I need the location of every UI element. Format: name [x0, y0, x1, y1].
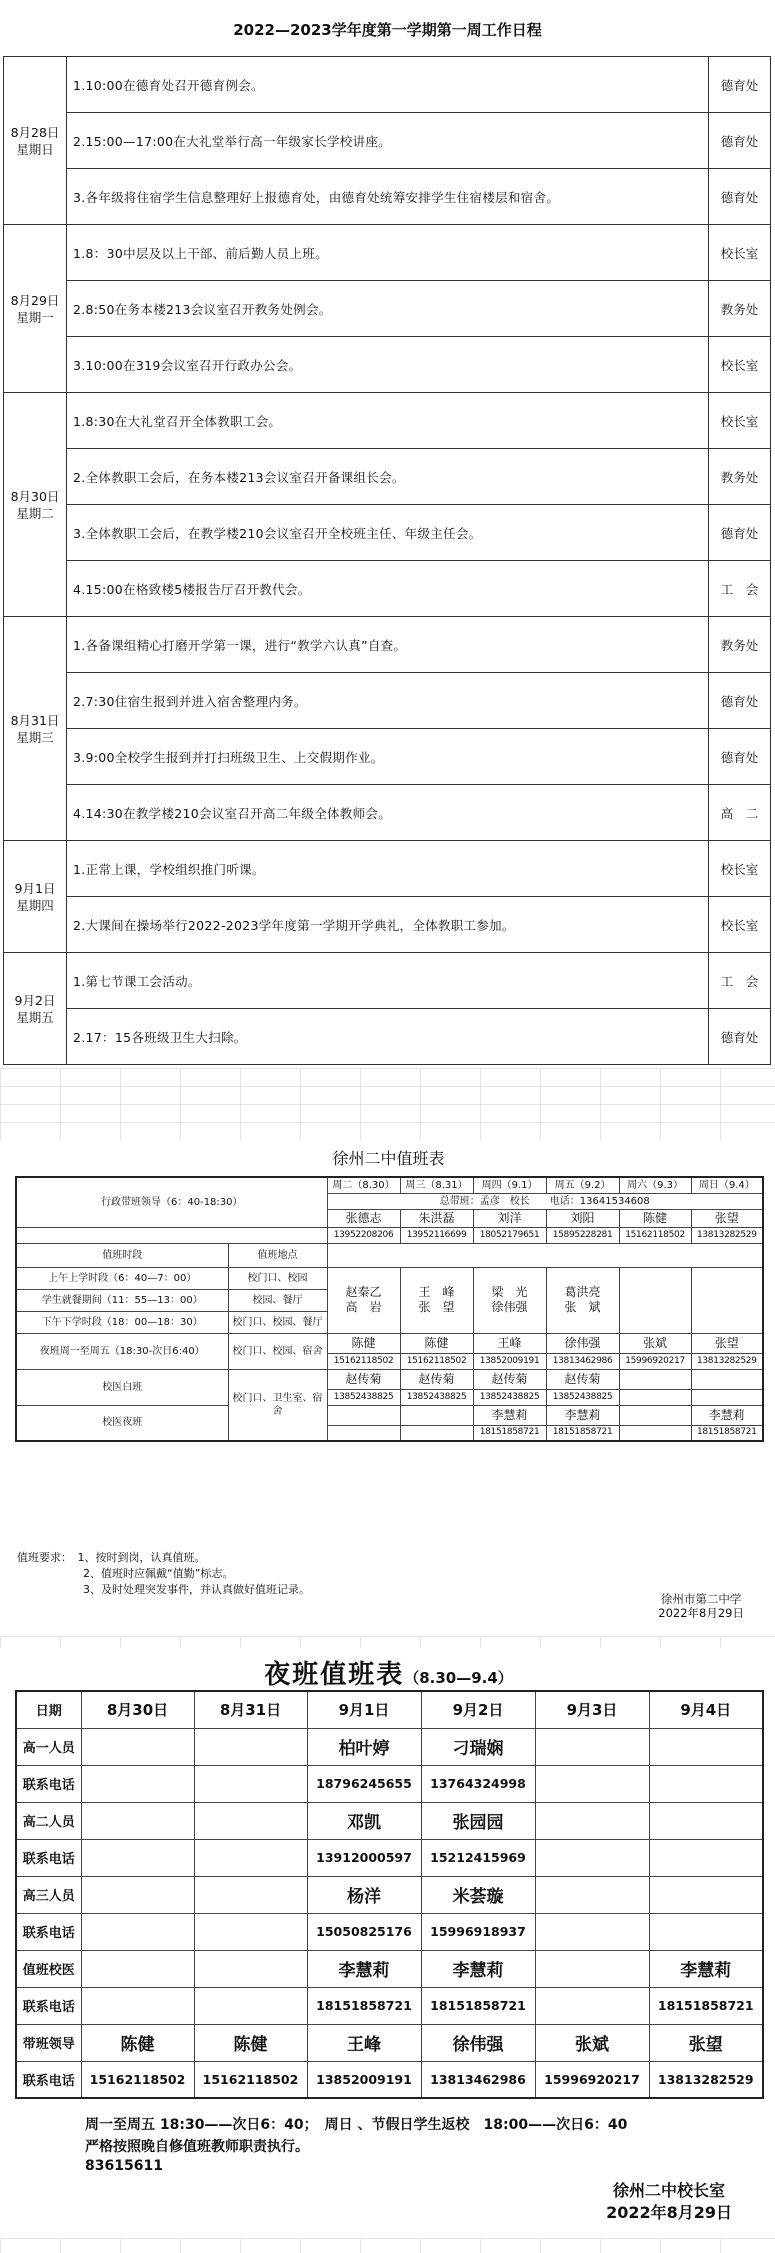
night-name: 王峰 [473, 1333, 546, 1353]
leader-phone: 13952208206 [327, 1227, 400, 1243]
night-phone: 15996920217 [619, 1353, 691, 1369]
night-row [16, 1728, 763, 1765]
night-hours-note: 周一至周五 18:30——次日6：40； 周日 、节假日学生返校 18:00——次日6：40 [85, 2117, 628, 2133]
duty-day-header: 周日（9.4） [691, 1177, 763, 1193]
night-phone: 13852009191 [307, 2061, 421, 2098]
night-row-label: 值班校医 [16, 1950, 81, 1987]
schedule-dept: 工 会 [709, 953, 771, 1009]
schedule-item: 2.全体教职工会后，在务本楼213会议室召开备课组长会。 [67, 449, 709, 505]
schedule-item: 1.正常上课，学校组织推门听课。 [67, 841, 709, 897]
clinic-night-name [327, 1405, 400, 1425]
schedule-row [4, 841, 771, 897]
night-title-block [15, 1654, 762, 1691]
night-name: 米荟璇 [421, 1876, 535, 1913]
night-name: 陈健 [400, 1333, 473, 1353]
night-name: 王峰 [307, 2024, 421, 2061]
schedule-row [4, 337, 771, 393]
night-phone: 13813282529 [649, 2061, 763, 2098]
night-name [194, 1876, 307, 1913]
night-row-label: 高二人员 [16, 1802, 81, 1839]
schedule-row [4, 113, 771, 169]
night-name [194, 1802, 307, 1839]
night-phone: 15162118502 [194, 2061, 307, 2098]
period-names [619, 1267, 691, 1333]
night-phone [194, 1839, 307, 1876]
schedule-dept: 教务处 [709, 617, 771, 673]
schedule-row [4, 729, 771, 785]
clinic-night-phone: 18151858721 [691, 1425, 763, 1441]
night-name [194, 1728, 307, 1765]
period-time: 学生就餐期间（11：55—13：00） [16, 1289, 228, 1311]
schedule-weekday: 星期二 [16, 505, 54, 521]
schedule-date: 8月28日 [10, 124, 60, 140]
schedule-dept: 德育处 [709, 113, 771, 169]
night-table [15, 1690, 764, 2099]
clinic-day-phone: 13852438825 [327, 1389, 400, 1405]
date-header: 日期 [16, 1691, 81, 1728]
night-name [535, 1802, 649, 1839]
night-phone [535, 1765, 649, 1802]
night-phone: 13813462986 [546, 1353, 619, 1369]
night-row [16, 1839, 763, 1876]
schedule-dept: 德育处 [709, 1009, 771, 1065]
leader-name: 刘洋 [473, 1209, 546, 1227]
night-name [535, 1728, 649, 1765]
duty-row [16, 1369, 763, 1389]
schedule-dept: 德育处 [709, 729, 771, 785]
clinic-night-name [400, 1405, 473, 1425]
duty-day-header: 周六（9.3） [619, 1177, 691, 1193]
period-names: 赵秦乙 高 岩 [327, 1267, 400, 1333]
schedule-item: 4.14:30在教学楼210会议室召开高二年级全体教师会。 [67, 785, 709, 841]
schedule-item: 2.大课间在操场举行2022-2023学年度第一学期开学典礼，全体教职工参加。 [67, 897, 709, 953]
night-phone: 18151858721 [307, 1987, 421, 2024]
night-header-row [16, 1691, 763, 1728]
night-phone [81, 1839, 194, 1876]
night-name: 张望 [649, 2024, 763, 2061]
night-row [16, 1802, 763, 1839]
night-date-header: 9月2日 [421, 1691, 535, 1728]
night-phone: 18151858721 [421, 1987, 535, 2024]
period-time: 下午下学时段（18：00—18：30） [16, 1311, 228, 1333]
duty-day-header: 周三（8.31） [400, 1177, 473, 1193]
night-phone [649, 1913, 763, 1950]
chief-leader: 总带班：孟彦 校长 电话：13641534608 [327, 1193, 763, 1209]
clinic-day-name [691, 1369, 763, 1389]
schedule-row [4, 393, 771, 449]
night-row-label: 高三人员 [16, 1876, 81, 1913]
schedule-row [4, 561, 771, 617]
night-row [16, 1987, 763, 2024]
spreadsheet-grid [0, 1636, 775, 1648]
night-name: 李慧莉 [421, 1950, 535, 1987]
schedule-day [4, 617, 67, 841]
duty-date: 2022年8月29日 [658, 1606, 744, 1620]
night-name: 张斌 [619, 1333, 691, 1353]
schedule-item: 4.15:00在格致楼5楼报告厅召开教代会。 [67, 561, 709, 617]
schedule-dept: 校长室 [709, 897, 771, 953]
schedule-dept: 教务处 [709, 449, 771, 505]
night-name: 陈健 [194, 2024, 307, 2061]
leader-name: 刘阳 [546, 1209, 619, 1227]
schedule-row [4, 617, 771, 673]
night-phone: 15996918937 [421, 1913, 535, 1950]
night-phone: 13813282529 [691, 1353, 763, 1369]
night-name: 李慧莉 [307, 1950, 421, 1987]
schedule-dept: 德育处 [709, 169, 771, 225]
schedule-row [4, 785, 771, 841]
schedule-date: 8月29日 [10, 292, 60, 308]
leader-name: 张望 [691, 1209, 763, 1227]
clinic-night-name: 李慧莉 [691, 1405, 763, 1425]
night-date-header: 9月3日 [535, 1691, 649, 1728]
period-time: 上午上学时段（6：40—7：00） [16, 1267, 228, 1289]
night-row [16, 1913, 763, 1950]
schedule-day [4, 225, 67, 393]
period-place: 校门口、校园 [228, 1267, 327, 1289]
leader-phone: 18052179651 [473, 1227, 546, 1243]
night-date-header: 8月31日 [194, 1691, 307, 1728]
night-name [535, 1876, 649, 1913]
schedule-weekday: 星期日 [16, 141, 54, 157]
duty-title: 徐州二中值班表 [332, 1149, 445, 1168]
schedule-row [4, 505, 771, 561]
night-name [81, 1876, 194, 1913]
schedule-day [4, 393, 67, 617]
period-names [691, 1267, 763, 1333]
clinic-night-phone [400, 1425, 473, 1441]
night-row [16, 1765, 763, 1802]
night-name [81, 1950, 194, 1987]
schedule-item: 1.第七节课工会活动。 [67, 953, 709, 1009]
duty-org: 徐州市第二中学 [660, 1592, 742, 1606]
duty-signature [658, 1592, 744, 1620]
clinic-day-phone [691, 1389, 763, 1405]
blank-cell [327, 1243, 763, 1267]
night-phone: 15996920217 [535, 2061, 649, 2098]
night-phone [535, 1987, 649, 2024]
clinic-night-phone: 18151858721 [546, 1425, 619, 1441]
night-phone: 18796245655 [307, 1765, 421, 1802]
clinic-day-name: 赵传菊 [327, 1369, 400, 1389]
duty-row [16, 1333, 763, 1353]
period-place: 校门口、校园、餐厅 [228, 1311, 327, 1333]
night-contact-phone: 83615611 [85, 2158, 163, 2174]
time-header: 值班时段 [16, 1243, 228, 1267]
schedule-weekday: 星期四 [16, 897, 54, 913]
night-phone [81, 1913, 194, 1950]
night-phone [535, 1839, 649, 1876]
night-name: 张斌 [535, 2024, 649, 2061]
night-name [194, 1950, 307, 1987]
duty-row [16, 1243, 763, 1267]
duty-row [16, 1267, 763, 1289]
clinic-place: 校门口、卫生室、宿舍 [228, 1369, 327, 1441]
schedule-row [4, 673, 771, 729]
schedule-item: 2.15:00—17:00在大礼堂举行高一年级家长学校讲座。 [67, 113, 709, 169]
clinic-day-phone [619, 1389, 691, 1405]
spreadsheet-grid [0, 2238, 775, 2253]
night-name: 陈健 [327, 1333, 400, 1353]
night-name: 徐伟强 [546, 1333, 619, 1353]
schedule-date: 8月30日 [10, 488, 60, 504]
duty-section [15, 1140, 762, 1636]
schedule-dept: 德育处 [709, 673, 771, 729]
schedule-table [3, 56, 771, 1065]
night-name: 柏叶婷 [307, 1728, 421, 1765]
clinic-day-phone: 13852438825 [400, 1389, 473, 1405]
night-phone: 15162118502 [327, 1353, 400, 1369]
duty-day-header: 周四（9.1） [473, 1177, 546, 1193]
leader-name: 张德志 [327, 1209, 400, 1227]
night-phone [649, 1839, 763, 1876]
schedule-date: 9月1日 [14, 880, 56, 896]
schedule-weekday: 星期三 [16, 729, 54, 745]
night-phone: 13813462986 [421, 2061, 535, 2098]
night-name [535, 1950, 649, 1987]
schedule-dept: 德育处 [709, 57, 771, 113]
night-row [16, 1950, 763, 1987]
night-phone: 15162118502 [400, 1353, 473, 1369]
leader-name: 陈健 [619, 1209, 691, 1227]
night-row-label: 联系电话 [16, 1987, 81, 2024]
schedule-item: 1.10:00在德育处召开德育例会。 [67, 57, 709, 113]
spreadsheet-grid [0, 1068, 775, 1140]
schedule-item: 1.8：30中层及以上干部、前后勤人员上班。 [67, 225, 709, 281]
schedule-item: 2.7:30住宿生报到并进入宿舍整理内务。 [67, 673, 709, 729]
clinic-night-phone: 18151858721 [473, 1425, 546, 1441]
night-date: 2022年8月29日 [606, 2203, 732, 2222]
leader-phone: 13813282529 [691, 1227, 763, 1243]
night-name: 李慧莉 [649, 1950, 763, 1987]
schedule-item: 1.8:30在大礼堂召开全体教职工会。 [67, 393, 709, 449]
place-header: 值班地点 [228, 1243, 327, 1267]
schedule-row [4, 449, 771, 505]
schedule-row [4, 225, 771, 281]
night-signature [606, 2180, 732, 2224]
leader-phone: 15162118502 [619, 1227, 691, 1243]
night-phone [81, 1987, 194, 2024]
schedule-dept: 校长室 [709, 225, 771, 281]
night-phone: 13852009191 [473, 1353, 546, 1369]
night-phone [194, 1913, 307, 1950]
clinic-night-phone [327, 1425, 400, 1441]
clinic-day-name: 赵传菊 [473, 1369, 546, 1389]
duty-requirements: 值班要求： 1、按时到岗，认真值班。 2、值班时应佩戴“值勤”标志。 3、及时处理突发事件，并认真做好值班记录。 [17, 1551, 310, 1596]
schedule-date: 9月2日 [14, 992, 56, 1008]
night-name: 张园园 [421, 1802, 535, 1839]
duty-day-header: 周五（9.2） [546, 1177, 619, 1193]
night-date-header: 9月1日 [307, 1691, 421, 1728]
night-phone: 15162118502 [81, 2061, 194, 2098]
blank-cell [16, 1227, 327, 1243]
night-org: 徐州二中校长室 [613, 2181, 726, 2200]
schedule-item: 3.各年级将住宿学生信息整理好上报德育处，由德育处统筹安排学生住宿楼层和宿舍。 [67, 169, 709, 225]
schedule-item: 1.各备课组精心打磨开学第一课，进行“教学六认真”自查。 [67, 617, 709, 673]
schedule-row [4, 953, 771, 1009]
schedule-day [4, 953, 67, 1065]
schedule-dept: 高 二 [709, 785, 771, 841]
period-names: 葛洪亮 张 斌 [546, 1267, 619, 1333]
night-name: 杨洋 [307, 1876, 421, 1913]
clinic-day-label: 校医白班 [16, 1369, 228, 1405]
schedule-dept: 工 会 [709, 561, 771, 617]
schedule-row [4, 897, 771, 953]
schedule-row [4, 281, 771, 337]
schedule-dept: 教务处 [709, 281, 771, 337]
schedule-dept: 校长室 [709, 393, 771, 449]
leader-phone: 13952116699 [400, 1227, 473, 1243]
clinic-day-phone: 13852438825 [473, 1389, 546, 1405]
night-place: 校门口、校园、宿舍 [228, 1333, 327, 1369]
night-phone [649, 1765, 763, 1802]
night-row [16, 2061, 763, 2098]
night-name [81, 1802, 194, 1839]
night-row [16, 2024, 763, 2061]
admin-label: 行政带班领导（6：40-18:30） [16, 1177, 327, 1227]
clinic-night-name: 李慧莉 [473, 1405, 546, 1425]
night-row-label: 带班领导 [16, 2024, 81, 2061]
night-phone: 15212415969 [421, 1839, 535, 1876]
night-row-label: 联系电话 [16, 1913, 81, 1950]
clinic-day-name: 赵传菊 [546, 1369, 619, 1389]
night-name [649, 1728, 763, 1765]
schedule-item: 3.全体教职工会后，在教学楼210会议室召开全校班主任、年级主任会。 [67, 505, 709, 561]
clinic-day-phone: 13852438825 [546, 1389, 619, 1405]
period-place: 校园、餐厅 [228, 1289, 327, 1311]
schedule-weekday: 星期五 [16, 1009, 54, 1025]
night-row-label: 联系电话 [16, 2061, 81, 2098]
leader-name: 朱洪磊 [400, 1209, 473, 1227]
schedule-item: 2.17：15各班级卫生大扫除。 [67, 1009, 709, 1065]
night-phone: 18151858721 [649, 1987, 763, 2024]
night-phone [81, 1765, 194, 1802]
night-date-header: 9月4日 [649, 1691, 763, 1728]
night-name [649, 1876, 763, 1913]
duty-row [16, 1405, 763, 1425]
clinic-day-name [619, 1369, 691, 1389]
night-section [15, 1648, 762, 2238]
night-phone: 13912000597 [307, 1839, 421, 1876]
schedule-day [4, 57, 67, 225]
night-name [81, 1728, 194, 1765]
night-phone: 13764324998 [421, 1765, 535, 1802]
night-title: 夜班值班表 [264, 1660, 405, 1690]
night-name [649, 1802, 763, 1839]
night-date-header: 8月30日 [81, 1691, 194, 1728]
night-row [16, 1876, 763, 1913]
schedule-title: 2022—2023学年度第一学期第一周工作日程 [233, 21, 542, 39]
period-names: 王 峰 张 望 [400, 1267, 473, 1333]
night-row-label: 高一人员 [16, 1728, 81, 1765]
night-name: 刁瑞娴 [421, 1728, 535, 1765]
night-phone: 15050825176 [307, 1913, 421, 1950]
clinic-day-name: 赵传菊 [400, 1369, 473, 1389]
clinic-night-name [619, 1405, 691, 1425]
schedule-item: 3.10:00在319会议室召开行政办公会。 [67, 337, 709, 393]
schedule-date: 8月31日 [10, 712, 60, 728]
clinic-night-label: 校医夜班 [16, 1405, 228, 1441]
schedule-row [4, 57, 771, 113]
night-row-label: 联系电话 [16, 1839, 81, 1876]
night-phone [535, 1913, 649, 1950]
period-names: 梁 光 徐伟强 [473, 1267, 546, 1333]
schedule-dept: 校长室 [709, 841, 771, 897]
duty-row [16, 1177, 763, 1193]
schedule-item: 3.9:00全校学生报到并打扫班级卫生、上交假期作业。 [67, 729, 709, 785]
night-name: 张望 [691, 1333, 763, 1353]
schedule-row [4, 1009, 771, 1065]
night-name: 陈健 [81, 2024, 194, 2061]
night-label: 夜班周一至周五（18:30-次日6:40） [16, 1333, 228, 1369]
night-subtitle: （8.30—9.4） [404, 1669, 513, 1687]
duty-table [15, 1176, 764, 1442]
schedule-dept: 德育处 [709, 505, 771, 561]
night-row-label: 联系电话 [16, 1765, 81, 1802]
duty-day-header: 周二（8.30） [327, 1177, 400, 1193]
night-duty-note: 严格按照晚自修值班教师职责执行。 [85, 2139, 309, 2155]
schedule-dept: 校长室 [709, 337, 771, 393]
clinic-night-phone [619, 1425, 691, 1441]
night-phone [194, 1987, 307, 2024]
schedule-row [4, 169, 771, 225]
schedule-weekday: 星期一 [16, 309, 54, 325]
duty-row [16, 1227, 763, 1243]
schedule-item: 2.8:50在务本楼213会议室召开教务处例会。 [67, 281, 709, 337]
leader-phone: 15895228281 [546, 1227, 619, 1243]
night-name: 邓凯 [307, 1802, 421, 1839]
night-name: 徐伟强 [421, 2024, 535, 2061]
schedule-day [4, 841, 67, 953]
clinic-night-name: 李慧莉 [546, 1405, 619, 1425]
night-phone [194, 1765, 307, 1802]
